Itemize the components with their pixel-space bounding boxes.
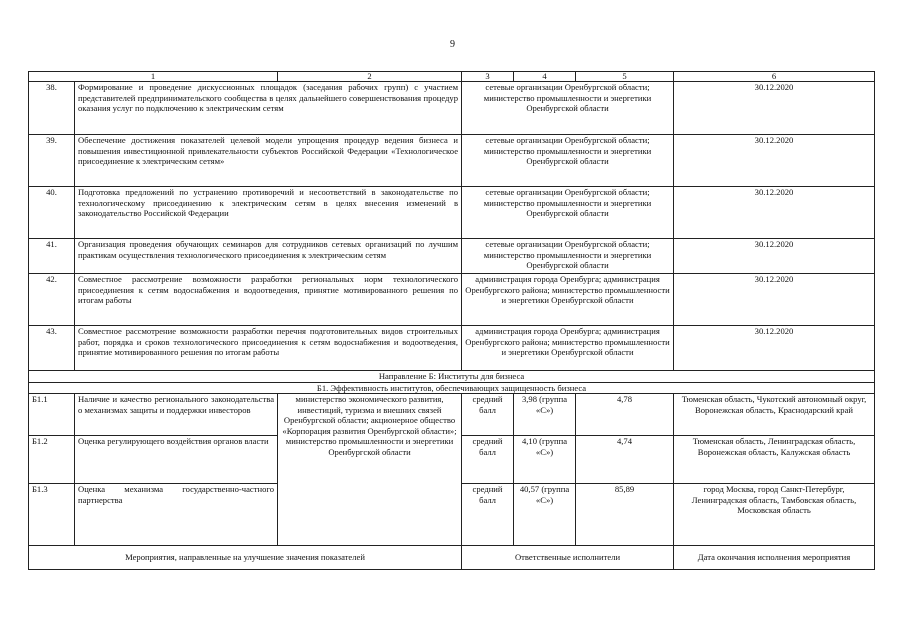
table-row bbox=[29, 239, 875, 274]
target-value: 85,89 bbox=[576, 484, 674, 546]
measure-text: Формирование и проведение дискуссионных площадок (заседания рабочих групп) с участием представителей предпринимательского сообщества в целях дальнейшего совершенствования процедур оказания услуг по подключению к электрическим сетям bbox=[75, 82, 462, 135]
measure-text: Организация проведения обучающих семинаров для сотрудников сетевых организаций по лучшим практикам осуществления технологического присоединения к электрическим сетям bbox=[75, 239, 462, 274]
indicator-unit: средний балл bbox=[462, 394, 514, 436]
target-value: 4,74 bbox=[576, 436, 674, 484]
responsible-executors: администрация города Оренбурга; администрация Оренбургского района; министерство промышленности и энергетики Оренбургской области bbox=[462, 274, 674, 326]
indicator-unit: средний балл bbox=[462, 436, 514, 484]
current-value: 4,10 (группа «С») bbox=[514, 436, 576, 484]
deadline-date: 30.12.2020 bbox=[674, 82, 875, 135]
table-row bbox=[29, 394, 875, 436]
row-number: 41. bbox=[29, 239, 75, 274]
col-number-4: 4 bbox=[514, 72, 576, 82]
direction-row bbox=[29, 371, 875, 383]
direction-title: Направление Б: Институты для бизнеса bbox=[29, 371, 875, 383]
responsible-executors: сетевые организации Оренбургской области; министерство промышленности и энергетики Оренбургской области bbox=[462, 135, 674, 187]
measures-header: Мероприятия, направленные на улучшение значения показателей bbox=[29, 546, 462, 570]
responsible-executors: министерство экономического развития, инвестиций, туризма и внешних связей Оренбургской области; акционерное общество «Корпорация развития Оренбургской области»; министерство промышленности и энергетики Оренбургской области bbox=[278, 394, 462, 546]
measures-table bbox=[28, 71, 875, 570]
indicator-text: Наличие и качество регионального законодательства о механизмах защиты и поддержки инвесторов bbox=[75, 394, 278, 436]
col-number-3: 3 bbox=[462, 72, 514, 82]
target-value: 4,78 bbox=[576, 394, 674, 436]
measure-text: Совместное рассмотрение возможности разработки перечня подготовительных видов строительных работ, порядка и сроков технологического присоединения к сетям водоснабжения и водоотведения, принятие мотивированного решения по итогам работы bbox=[75, 326, 462, 371]
indicator-number: Б1.2 bbox=[29, 436, 75, 484]
col-number-6: 6 bbox=[674, 72, 875, 82]
section-row bbox=[29, 382, 875, 394]
executors-header: Ответственные исполнители bbox=[462, 546, 674, 570]
indicator-number: Б1.3 bbox=[29, 484, 75, 546]
current-value: 40,57 (группа «С») bbox=[514, 484, 576, 546]
measures-header-row bbox=[29, 546, 875, 570]
deadline-date: 30.12.2020 bbox=[674, 239, 875, 274]
deadline-date: 30.12.2020 bbox=[674, 326, 875, 371]
responsible-executors: сетевые организации Оренбургской области; министерство промышленности и энергетики Оренбургской области bbox=[462, 239, 674, 274]
indicator-number: Б1.1 bbox=[29, 394, 75, 436]
col-number-1: 1 bbox=[29, 72, 278, 82]
col-number-2: 2 bbox=[278, 72, 462, 82]
responsible-executors: администрация города Оренбурга; администрация Оренбургского района; министерство промышленности и энергетики Оренбургской области bbox=[462, 326, 674, 371]
best-practice-regions: Тюменская область, Ленинградская область, Воронежская область, Калужская область bbox=[674, 436, 875, 484]
table-row bbox=[29, 82, 875, 135]
best-practice-regions: Тюменская область, Чукотский автономный округ, Воронежская область, Краснодарский край bbox=[674, 394, 875, 436]
current-value: 3,98 (группа «С») bbox=[514, 394, 576, 436]
responsible-executors: сетевые организации Оренбургской области; министерство промышленности и энергетики Оренбургской области bbox=[462, 82, 674, 135]
indicator-text: Оценка механизма государственно-частного партнерства bbox=[75, 484, 278, 546]
row-number: 39. bbox=[29, 135, 75, 187]
row-number: 43. bbox=[29, 326, 75, 371]
table-row bbox=[29, 187, 875, 239]
responsible-executors: сетевые организации Оренбургской области; министерство промышленности и энергетики Оренбургской области bbox=[462, 187, 674, 239]
col-number-5: 5 bbox=[576, 72, 674, 82]
deadline-date: 30.12.2020 bbox=[674, 187, 875, 239]
page-number: 9 bbox=[450, 39, 455, 50]
deadline-date: 30.12.2020 bbox=[674, 274, 875, 326]
table-row bbox=[29, 326, 875, 371]
column-number-row bbox=[29, 72, 875, 82]
deadline-date: 30.12.2020 bbox=[674, 135, 875, 187]
table-row bbox=[29, 135, 875, 187]
measure-text: Совместное рассмотрение возможности разработки региональных норм технологического присоединения к сетям водоснабжения и водоотведения, принятие мотивированного решения по итогам работы bbox=[75, 274, 462, 326]
row-number: 38. bbox=[29, 82, 75, 135]
deadline-header: Дата окончания исполнения мероприятия bbox=[674, 546, 875, 570]
best-practice-regions: город Москва, город Санкт-Петербург, Ленинградская область, Тамбовская область, Московская область bbox=[674, 484, 875, 546]
row-number: 42. bbox=[29, 274, 75, 326]
measure-text: Подготовка предложений по устранению противоречий и несоответствий в законодательстве по технологическому присоединению к электрическим сетям в целях внесения изменений в законодательство Российской Федерации bbox=[75, 187, 462, 239]
measure-text: Обеспечение достижения показателей целевой модели упрощения процедур ведения бизнеса и повышения инвестиционной привлекательности субъектов Российской Федерации «Технологическое присоединение к электрическим сетям» bbox=[75, 135, 462, 187]
indicator-unit: средний балл bbox=[462, 484, 514, 546]
row-number: 40. bbox=[29, 187, 75, 239]
section-title: Б1. Эффективность институтов, обеспечивающих защищенность бизнеса bbox=[29, 382, 875, 394]
indicator-text: Оценка регулирующего воздействия органов власти bbox=[75, 436, 278, 484]
table-row bbox=[29, 274, 875, 326]
